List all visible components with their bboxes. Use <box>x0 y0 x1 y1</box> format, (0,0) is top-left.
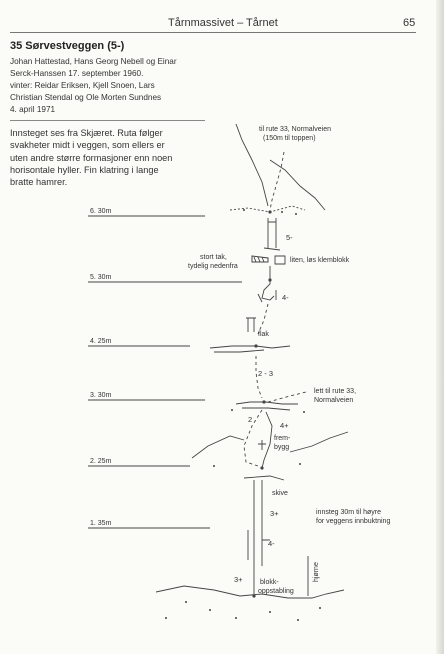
grade-label: 2 - 3 <box>258 369 274 378</box>
annotation-blockstack: blokk- <box>260 579 279 586</box>
grade-label: 4+ <box>280 421 289 430</box>
annotation-easy: lett til rute 33, <box>314 388 357 395</box>
running-header-title: Tårnmassivet – Tårnet <box>168 17 278 29</box>
ground <box>156 586 344 598</box>
belay-2 <box>260 466 263 469</box>
pitch-1-offset <box>248 530 270 560</box>
pitch-4-ledge <box>210 346 290 348</box>
route-title: 35 Sørvestveggen (5-) <box>10 40 125 52</box>
pitch-3-ledge <box>236 402 298 404</box>
pitch-label: 4. 25m <box>90 338 112 345</box>
pitch-2-left-dashed <box>244 410 262 466</box>
belay-5 <box>268 278 271 281</box>
boulder-right <box>290 432 348 452</box>
block-right <box>275 256 285 264</box>
annotation-top-route: (150m til toppen) <box>263 135 316 142</box>
grade-label: 2 <box>248 415 253 424</box>
annotation-top-route: til rute 33, Normalveien <box>259 126 331 133</box>
grade-label: 4- <box>268 539 275 548</box>
annotation-start: innsteg 30m til høyre <box>316 509 381 516</box>
pitch-label: 1. 35m <box>90 520 112 527</box>
pitch-3-easy-line <box>268 392 306 402</box>
pitch-label: 3. 30m <box>90 392 112 399</box>
pitch-5-line <box>262 266 274 300</box>
pitch-2-right-line <box>262 412 272 468</box>
grade-label: 4- <box>282 293 289 302</box>
boulder-left <box>192 436 244 458</box>
frembygg <box>258 440 266 450</box>
pitch-label: 6. 30m <box>90 208 112 215</box>
annotation-frembygg: frem- <box>274 435 291 442</box>
pitch-5-detail <box>258 290 276 302</box>
description-line: bratte hamrer. <box>10 177 68 188</box>
annotation-start: for veggens innbuktning <box>316 518 391 525</box>
annotation-skive: skive <box>272 490 288 497</box>
annotation-corner: hjørne <box>313 562 320 582</box>
belay-4 <box>254 344 257 347</box>
route-to-summit <box>270 152 284 210</box>
pitch-1-ledge <box>244 476 284 480</box>
annotation-roof: tydelig nedenfra <box>188 263 238 270</box>
pitch-1-crack <box>254 480 262 566</box>
pitch-label: 5. 30m <box>90 274 112 281</box>
annotation-flak: flak <box>258 331 269 338</box>
description-line: uten andre større formasjoner enn noen <box>10 152 173 163</box>
flak <box>246 318 256 332</box>
pitch-label: 2. 25m <box>90 458 112 465</box>
pitch-4-ledge-2 <box>214 350 264 352</box>
belay-start <box>252 594 255 597</box>
grade-label: 5- <box>286 233 293 242</box>
annotation-block: liten, løs klemblokk <box>290 257 350 264</box>
credit-line: Serck-Hanssen 17. september 1960. <box>10 69 144 79</box>
upper-ledge <box>230 206 305 212</box>
annotation-roof: stort tak, <box>200 254 227 261</box>
belay-3 <box>262 400 265 403</box>
annotation-blockstack: oppstabling <box>258 588 294 595</box>
annotation-frembygg: bygg <box>274 444 290 451</box>
credit-line: 4. april 1971 <box>10 105 56 115</box>
credit-line: Christian Stendal og Ole Morten Sundnes <box>10 93 162 103</box>
page-number: 65 <box>403 17 416 29</box>
pitch-4-dashed <box>258 304 268 334</box>
pitch-3-ledge-2 <box>242 408 290 410</box>
credit-line: Johan Hattestad, Hans Georg Nebell og Einar <box>10 57 177 66</box>
grade-label: 3+ <box>234 575 243 584</box>
grade-label: 3+ <box>270 509 279 518</box>
description-line: horisontale hyller. Fin klatring i lange <box>10 164 159 175</box>
description-line: Innsteget ses fra Skjæret. Ruta følger <box>10 128 163 138</box>
description-line: svakheter midt i veggen, som ellers er <box>10 140 165 151</box>
credit-line: vinter: Reidar Eriksen, Kjell Snoen, Lars <box>10 81 155 91</box>
right-ridge <box>270 160 325 210</box>
roof-hatch <box>254 257 264 262</box>
belay-6 <box>268 210 271 213</box>
pitch-6-crack <box>268 218 276 248</box>
pitch-6-ledge <box>264 248 280 250</box>
annotation-easy: Normalveien <box>314 397 354 404</box>
